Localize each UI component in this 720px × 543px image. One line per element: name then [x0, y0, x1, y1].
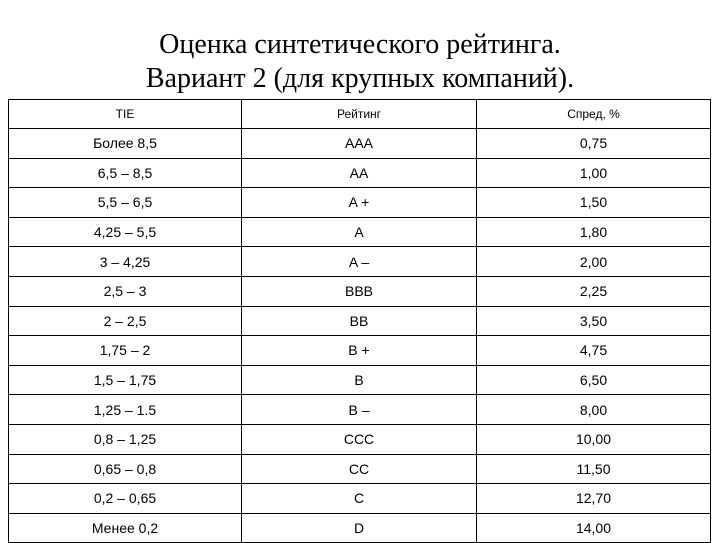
header-spread: Спред, %: [477, 100, 711, 129]
rating-cell: AA: [242, 158, 477, 188]
rating-cell: B –: [242, 395, 477, 425]
rating-cell: B +: [242, 336, 477, 366]
spread-cell: 12,70: [477, 484, 711, 514]
spread-cell: 1,00: [477, 158, 711, 188]
tie-cell: Более 8,5: [9, 129, 242, 159]
table-header-row: [9, 100, 711, 129]
page-title: [0, 28, 720, 96]
spread-cell: 3,50: [477, 306, 711, 336]
rating-cell: C: [242, 484, 477, 514]
rating-cell: BBB: [242, 276, 477, 306]
tie-cell: 0,65 – 0,8: [9, 454, 242, 484]
header-tie: TIE: [9, 100, 242, 129]
table-row: [9, 424, 711, 454]
tie-cell: 5,5 – 6,5: [9, 188, 242, 218]
table-row: [9, 276, 711, 306]
rating-table: [8, 99, 711, 543]
table-row: [9, 188, 711, 218]
tie-cell: 3 – 4,25: [9, 247, 242, 277]
tie-cell: 1,5 – 1,75: [9, 365, 242, 395]
rating-cell: A +: [242, 188, 477, 218]
table-row: [9, 306, 711, 336]
rating-cell: AAA: [242, 129, 477, 159]
table-row: [9, 454, 711, 484]
tie-cell: 0,2 – 0,65: [9, 484, 242, 514]
spread-cell: 8,00: [477, 395, 711, 425]
tie-cell: 1,75 – 2: [9, 336, 242, 366]
table-body: [9, 129, 711, 543]
rating-cell: BB: [242, 306, 477, 336]
rating-cell: D: [242, 513, 477, 543]
spread-cell: 4,75: [477, 336, 711, 366]
tie-cell: 2 – 2,5: [9, 306, 242, 336]
table-row: [9, 395, 711, 425]
table-row: [9, 129, 711, 159]
rating-cell: A –: [242, 247, 477, 277]
spread-cell: 0,75: [477, 129, 711, 159]
tie-cell: 0,8 – 1,25: [9, 424, 242, 454]
table-row: [9, 484, 711, 514]
table-row: [9, 513, 711, 543]
rating-cell: CCC: [242, 424, 477, 454]
rating-cell: B: [242, 365, 477, 395]
spread-cell: 2,25: [477, 276, 711, 306]
tie-cell: 4,25 – 5,5: [9, 217, 242, 247]
spread-cell: 2,00: [477, 247, 711, 277]
spread-cell: 11,50: [477, 454, 711, 484]
table-row: [9, 365, 711, 395]
title-line-1: Оценка синтетического рейтинга.: [159, 29, 561, 60]
tie-cell: 1,25 – 1.5: [9, 395, 242, 425]
title-line-2: Вариант 2 (для крупных компаний).: [145, 63, 575, 94]
table-row: [9, 247, 711, 277]
spread-cell: 6,50: [477, 365, 711, 395]
spread-cell: 10,00: [477, 424, 711, 454]
table-row: [9, 217, 711, 247]
tie-cell: 2,5 – 3: [9, 276, 242, 306]
spread-cell: 14,00: [477, 513, 711, 543]
spread-cell: 1,50: [477, 188, 711, 218]
header-rating: Рейтинг: [242, 100, 477, 129]
spread-cell: 1,80: [477, 217, 711, 247]
table-row: [9, 158, 711, 188]
tie-cell: Менее 0,2: [9, 513, 242, 543]
rating-cell: A: [242, 217, 477, 247]
tie-cell: 6,5 – 8,5: [9, 158, 242, 188]
rating-cell: CC: [242, 454, 477, 484]
table-row: [9, 336, 711, 366]
